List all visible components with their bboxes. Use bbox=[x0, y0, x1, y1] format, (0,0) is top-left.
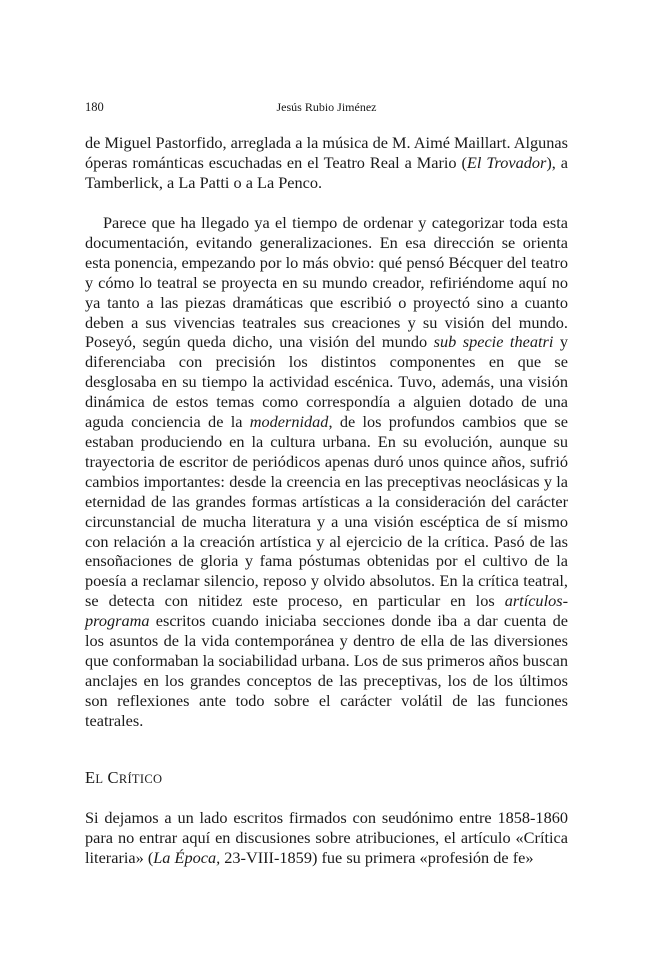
running-head: Jesús Rubio Jiménez bbox=[276, 100, 377, 114]
section-heading-initial-1: E bbox=[85, 768, 96, 787]
paragraph-1-text-b: ), a Tamberlick, a La Patti o a La Penco. bbox=[85, 152, 568, 192]
section-heading-rest-1: L bbox=[95, 772, 104, 786]
paragraph-3-text-a: Si dejamos a un lado escritos firmados con seudónimo entre 1858-1860 para no entrar aquí en discusiones sobre atribuciones, el artículo «Crítica literaria» ( bbox=[85, 808, 568, 867]
section-heading bbox=[85, 768, 162, 789]
section-heading-initial-2: C bbox=[107, 768, 119, 787]
page-number: 180 bbox=[85, 100, 104, 114]
paragraph-2-text-c: , de los profundos cambios que se estaban produciendo en la cultura urbana. En su evolución, aunque su trayectoria de escritor de periódicos apenas duró unos quince años, sufrió cambios importantes: desde la creencia en las preceptivas neoclásicas y la eternidad de las grandes formas artísticas a la consideración del carácter circunstancial de mucha literatura y a una visión escéptica de sí mismo con relación a la creación artística y al ejercicio de la crítica. Pasó de las ensoñaciones de gloria y fama póstumas obtenidas por el cultivo de la poesía a reclamar silencio, reposo y olvido absolutos. En la crítica teatral, se detecta con nitidez este proceso, en particular en los bbox=[85, 412, 568, 611]
paragraph-3-italic: La Época, bbox=[153, 847, 221, 867]
paragraph-2-italic-c: artículos-programa bbox=[85, 591, 568, 631]
paragraph-2 bbox=[85, 213, 568, 731]
paragraph-1-text-a: de Miguel Pastorfido, arreglada a la música de M. Aimé Maillart. Algunas óperas románticas escuchadas en el Teatro Real a Mario ( bbox=[85, 133, 568, 172]
paragraph-1 bbox=[85, 133, 568, 193]
paragraph-2-text-b: y diferenciaba con precisión los distintos componentes en que se desglosaba en su tiempo la actividad escénica. Tuvo, además, una visión dinámica de estos temas como correspondía a alguien dotado de una aguda conciencia de la bbox=[85, 332, 568, 432]
paragraph-3-text-b: 23-VIII-1859) fue su primera «profesión de fe» bbox=[220, 847, 534, 867]
paragraph-1-italic: El Trovador bbox=[466, 152, 547, 172]
page-header bbox=[85, 97, 568, 117]
paragraph-3 bbox=[85, 808, 568, 868]
paragraph-2-text-a: Parece que ha llegado ya el tiempo de ordenar y categorizar toda esta documentación, evitando generalizaciones. En esa dirección se orienta esta ponencia, empezando por lo más obvio: qué pensó Bécquer del teatro y cómo lo teatral se proyecta en su mundo creador, refiriéndome aquí no ya tanto a las piezas dramáticas que escribió o proyectó sino a cuanto deben a sus vivencias teatrales sus creaciones y su visión del mundo. Poseyó, según queda dicho, una visión del mundo bbox=[85, 213, 568, 352]
paragraph-2-text-d: escritos cuando iniciaba secciones donde iba a dar cuenta de los asuntos de la vida contemporánea y dentro de ella de las diversiones que conformaban la sociabilidad urbana. Los de sus primeros años buscan anclajes en los grandes conceptos de las preceptivas, los de los últimos son reflexiones ante todo sobre el carácter volátil de las funciones teatrales. bbox=[85, 611, 568, 730]
paragraph-2-italic-b: modernidad bbox=[249, 412, 329, 432]
section-heading-rest-2: RÍTICO bbox=[118, 772, 163, 786]
paragraph-2-italic-a: sub specie theatri bbox=[433, 332, 554, 352]
